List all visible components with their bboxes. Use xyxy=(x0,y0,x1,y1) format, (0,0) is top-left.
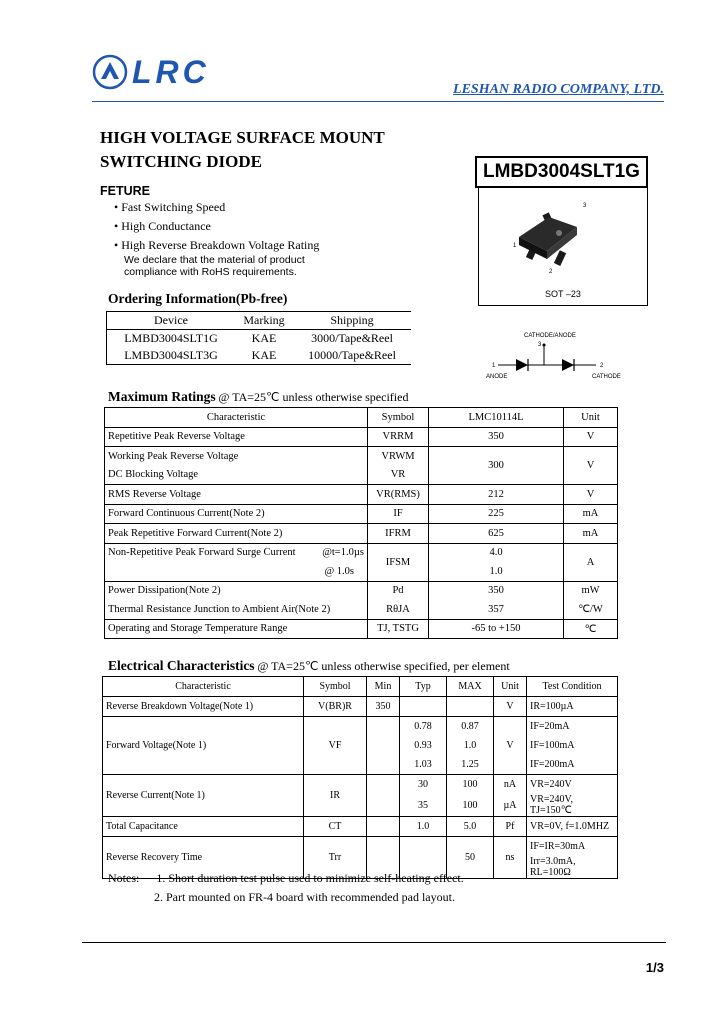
table-cell: VR=240V xyxy=(527,775,618,795)
pkg-pin1-label: 1 xyxy=(513,243,517,249)
table-cell: 350 xyxy=(429,581,564,600)
table-cell: Irr=3.0mA, RL=100Ω xyxy=(527,856,618,879)
table-cell: 0.93 xyxy=(400,736,447,755)
ordering-title: Ordering Information(Pb-free) xyxy=(108,291,288,306)
table-cell: RMS Reverse Voltage xyxy=(105,485,368,505)
col-header: Characteristic xyxy=(103,677,304,697)
doc-title xyxy=(100,126,385,174)
table-row xyxy=(103,717,618,737)
table-cell xyxy=(367,717,400,775)
logo-text: LRC xyxy=(132,54,210,90)
table-cell xyxy=(367,817,400,837)
table-row xyxy=(105,543,618,562)
table-cell: RθJA xyxy=(368,600,429,619)
col-header: Characteristic xyxy=(105,408,368,428)
col-header: Device xyxy=(107,312,236,330)
max-ratings-heading xyxy=(108,389,408,405)
table-cell: LMBD3004SLT3G xyxy=(124,348,218,362)
rohs-line-2: compliance with RoHS requirements. xyxy=(124,266,297,278)
feature-text: Fast Switching Speed xyxy=(121,200,226,214)
schematic-pin3: 3 xyxy=(538,342,542,348)
table-cell: 5.0 xyxy=(447,817,494,837)
table-cell: IFRM xyxy=(368,524,429,544)
max-ratings-subtitle: @ TA=25℃ unless otherwise specified xyxy=(218,390,409,404)
col-header: Shipping xyxy=(293,312,411,330)
table-cell: 1.0 xyxy=(400,817,447,837)
feature-text: High Reverse Breakdown Voltage Rating xyxy=(121,238,320,252)
table-row xyxy=(103,817,618,837)
table-cell: Total Capacitance xyxy=(103,817,304,837)
table-cell: KAE xyxy=(251,348,277,362)
table-cell: IR=100µA xyxy=(527,697,618,717)
table-cell: Operating and Storage Temperature Range xyxy=(105,619,368,639)
note-1-text: 1. Short duration test pulse used to minimize self-heating effect. xyxy=(156,871,464,885)
col-header: Symbol xyxy=(304,677,367,697)
table-cell: VRRM xyxy=(368,427,429,447)
elec-title: Electrical Characteristics xyxy=(108,658,255,673)
table-cell: VR xyxy=(368,466,429,485)
table-cell: CT xyxy=(304,817,367,837)
surge-label: Non-Repetitive Peak Forward Surge Current xyxy=(108,547,296,559)
pkg-pin2-label: 2 xyxy=(549,269,553,275)
elec-table xyxy=(102,676,618,879)
table-cell: 350 xyxy=(429,427,564,447)
company-name: LESHAN RADIO COMPANY, LTD. xyxy=(453,82,664,97)
table-cell: -65 to +150 xyxy=(429,619,564,639)
table-cell xyxy=(447,697,494,717)
table-row xyxy=(105,408,618,428)
table-cell: IR xyxy=(304,775,367,817)
table-cell: 1.25 xyxy=(447,755,494,775)
max-ratings-table-wrap xyxy=(104,407,618,639)
table-cell: ℃/W xyxy=(564,600,618,619)
table-cell: Pd xyxy=(368,581,429,600)
table-cell: Power Dissipation(Note 2) xyxy=(105,581,368,600)
diode-schematic xyxy=(480,328,640,383)
table-cell: IF=200mA xyxy=(527,755,618,775)
table-cell: IF=100mA xyxy=(527,736,618,755)
table-cell: 35 xyxy=(400,794,447,817)
table-cell: V xyxy=(494,717,527,775)
table-row xyxy=(107,347,412,365)
table-cell: ns xyxy=(494,837,527,879)
table-cell: VR=0V, f=1.0MHZ xyxy=(527,817,618,837)
table-row xyxy=(105,581,618,600)
table-cell: 4.0 xyxy=(429,543,564,562)
note-2: 2. Part mounted on FR-4 board with recommended pad layout. xyxy=(154,890,455,904)
diode-schematic-icon xyxy=(480,328,640,380)
surge-cond-2: @ 1.0s xyxy=(324,565,354,577)
table-row xyxy=(105,427,618,447)
table-cell: KAE xyxy=(251,331,277,345)
table-row xyxy=(107,312,412,330)
features-heading: FETURE xyxy=(100,184,150,198)
table-row xyxy=(105,619,618,639)
schematic-pin2: 2 xyxy=(600,363,604,369)
rohs-line-1: We declare that the material of product xyxy=(124,254,305,266)
table-row xyxy=(105,524,618,544)
table-cell: Forward Continuous Current(Note 2) xyxy=(105,504,368,524)
table-cell xyxy=(400,697,447,717)
col-header: Typ xyxy=(400,677,447,697)
table-row xyxy=(105,562,618,581)
table-cell: DC Blocking Voltage xyxy=(105,466,368,485)
company-logo xyxy=(92,54,128,93)
note-1 xyxy=(108,869,628,888)
table-cell: Reverse Current(Note 1) xyxy=(103,775,304,817)
package-figure xyxy=(478,186,648,306)
table-cell: IF xyxy=(368,504,429,524)
table-cell: Thermal Resistance Junction to Ambient Air(Note 2) xyxy=(105,600,368,619)
table-cell xyxy=(105,562,368,581)
title-line-2: SWITCHING DIODE xyxy=(100,152,263,171)
table-cell: 350 xyxy=(367,697,400,717)
col-header: Min xyxy=(367,677,400,697)
elec-table-wrap xyxy=(102,676,618,879)
title-line-1: HIGH VOLTAGE SURFACE MOUNT xyxy=(100,128,385,147)
table-cell: Reverse Recovery Time xyxy=(103,837,304,879)
table-cell: IFSM xyxy=(368,543,429,581)
table-cell: VR=240V, TJ=150℃ xyxy=(527,794,618,817)
footer-rule xyxy=(82,942,666,943)
table-cell: Reverse Breakdown Voltage(Note 1) xyxy=(103,697,304,717)
schematic-cathode-label: CATHODE xyxy=(592,374,621,380)
table-cell: 1.0 xyxy=(447,736,494,755)
table-cell xyxy=(367,775,400,817)
table-cell: V xyxy=(564,485,618,505)
table-cell: LMBD3004SLT1G xyxy=(124,331,218,345)
elec-heading xyxy=(108,658,510,674)
table-row xyxy=(105,447,618,466)
table-cell: 212 xyxy=(429,485,564,505)
feature-item: • Fast Switching Speed xyxy=(114,200,226,214)
table-cell: 50 xyxy=(447,837,494,879)
table-cell: 0.78 xyxy=(400,717,447,737)
schematic-pin1: 1 xyxy=(492,363,496,369)
table-cell: mA xyxy=(564,524,618,544)
package-name: SOT –23 xyxy=(545,289,581,299)
table-cell: V xyxy=(564,447,618,485)
table-cell: Working Peak Reverse Voltage xyxy=(105,447,368,466)
ordering-table-wrap xyxy=(106,311,411,365)
sot23-package-icon xyxy=(479,187,647,305)
table-row xyxy=(103,677,618,697)
table-cell: IF=20mA xyxy=(527,717,618,737)
col-header: Symbol xyxy=(368,408,429,428)
table-cell: µA xyxy=(494,794,527,817)
table-cell: Forward Voltage(Note 1) xyxy=(103,717,304,775)
table-cell: VR(RMS) xyxy=(368,485,429,505)
part-number-box: LMBD3004SLT1G xyxy=(475,156,648,188)
table-cell: 10000/Tape&Reel xyxy=(308,348,396,362)
table-cell: Peak Repetitive Forward Current(Note 2) xyxy=(105,524,368,544)
col-header: MAX xyxy=(447,677,494,697)
table-cell: 30 xyxy=(400,775,447,795)
table-cell: Repetitive Peak Reverse Voltage xyxy=(105,427,368,447)
lrc-logo-icon xyxy=(92,54,128,90)
max-ratings-title: Maximum Ratings xyxy=(108,389,216,404)
elec-subtitle: @ TA=25℃ unless otherwise specified, per element xyxy=(257,659,510,673)
table-row xyxy=(105,504,618,524)
table-cell: mW xyxy=(564,581,618,600)
feature-item: • High Conductance xyxy=(114,219,211,233)
table-cell: IF=IR=30mA xyxy=(527,837,618,857)
table-cell: 100 xyxy=(447,794,494,817)
schematic-top-label: CATHODE/ANODE xyxy=(524,333,576,339)
table-cell: V(BR)R xyxy=(304,697,367,717)
table-cell: V xyxy=(564,427,618,447)
surge-cond-1: @t=1.0µs xyxy=(322,547,364,559)
table-row xyxy=(103,697,618,717)
table-cell: TJ, TSTG xyxy=(368,619,429,639)
col-header: LMC10114L xyxy=(429,408,564,428)
table-cell: Pf xyxy=(494,817,527,837)
table-cell: VRWM xyxy=(368,447,429,466)
rohs-statement xyxy=(124,254,305,278)
table-row xyxy=(105,485,618,505)
table-cell: VF xyxy=(304,717,367,775)
page-number: 1/3 xyxy=(645,960,664,975)
table-cell xyxy=(105,543,368,562)
table-row xyxy=(103,775,618,795)
ordering-table xyxy=(106,311,411,365)
table-cell: 225 xyxy=(429,504,564,524)
col-header: Test Condition xyxy=(527,677,618,697)
table-row xyxy=(105,600,618,619)
col-header: Marking xyxy=(235,312,293,330)
col-header: Unit xyxy=(564,408,618,428)
features-list xyxy=(114,198,319,255)
table-cell: 3000/Tape&Reel xyxy=(311,331,393,345)
table-row xyxy=(107,330,412,348)
table-cell: 0.87 xyxy=(447,717,494,737)
table-cell: A xyxy=(564,543,618,581)
feature-text: High Conductance xyxy=(121,219,211,233)
feature-item: • High Reverse Breakdown Voltage Rating xyxy=(114,238,320,252)
table-cell: 357 xyxy=(429,600,564,619)
notes-block xyxy=(108,869,628,907)
schematic-anode-label: ANODE xyxy=(486,374,508,380)
table-cell: V xyxy=(494,697,527,717)
table-cell: 1.03 xyxy=(400,755,447,775)
table-cell: 100 xyxy=(447,775,494,795)
col-header: Unit xyxy=(494,677,527,697)
notes-label: Notes: xyxy=(108,871,140,885)
table-cell: mA xyxy=(564,504,618,524)
table-cell: 300 xyxy=(429,447,564,485)
table-cell: ℃ xyxy=(564,619,618,639)
table-cell: 1.0 xyxy=(429,562,564,581)
pkg-pin3-label: 3 xyxy=(583,203,587,209)
table-row xyxy=(103,837,618,857)
max-ratings-table xyxy=(104,407,618,639)
table-cell: 625 xyxy=(429,524,564,544)
table-cell: Trr xyxy=(304,837,367,879)
table-cell: nA xyxy=(494,775,527,795)
header-rule xyxy=(92,101,664,102)
